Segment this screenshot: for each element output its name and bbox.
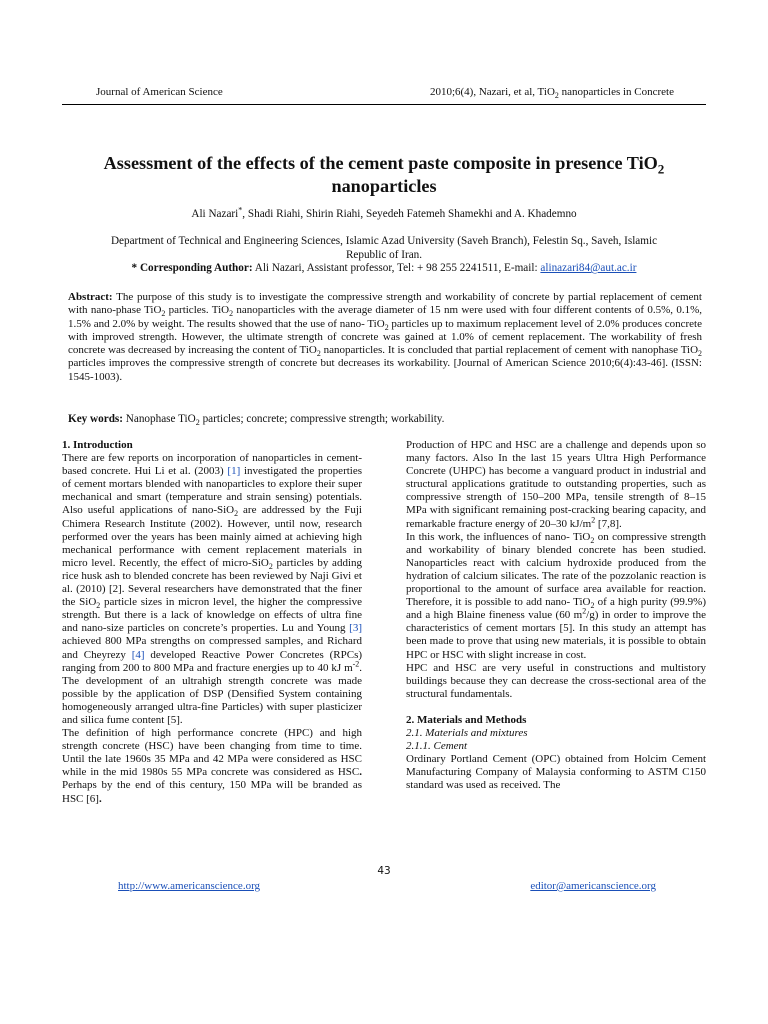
keywords: Key words: Nanophase TiO$_2$ particles; concrete; compressive strength; workability.	[68, 413, 445, 428]
paragraph: In this work, the influences of nano- TiO$_2$ on compressive strength and workability of binary blended concrete has been studied. Nanoparticles react with calcium hydroxide produced from the hydration of calcium silicates. The rate of the pozzolanic reaction is proportional to the amount of surface area available for reaction. Therefore, it is possible to add nano- TiO$_2$ of a high purity (99.9%) and a high Blaine fineness value (60 $m^2/g$) in order to improve the characteristics of cement mortars [5]. In this study an attempt has been made to prove that using new materials, it is possible to obtain HPC or HSC with slight increase in cost.	[406, 530, 706, 661]
header-citation: 2010;6(4), Nazari, et al, TiO$_2$ nanoparticles in Concrete	[429, 86, 674, 101]
section-heading-materials: 2. Materials and Methods	[406, 713, 527, 726]
paragraph: Production of HPC and HSC are a challenge and depends upon so many factors. Also In the last 15 years Ultra High Performance Concrete (UHPC) has become a vanguard product in industrial and structural applications gratitude to outstanding properties, such as compressive strength of 150–200 MPa, tensile strength of 8–15 MPa with significant remaining post-cracking bearing capacity, and remarkable fracture energy of 20–30 $kJ/m^2$ [7,8].	[406, 439, 706, 530]
website-link[interactable]: http://www.americanscience.org	[118, 880, 261, 892]
subsection-heading: 2.1. Materials and mixtures	[406, 726, 528, 739]
paper-title: Assessment of the effects of the cement paste composite in presence TiO$_2$ nanoparticles	[103, 153, 665, 196]
affiliation: Department of Technical and Engineering Sciences, Islamic Azad University (Saveh Branch), Felestin Sq., Saveh, Islamic Republic of Iran. * Corresponding Author: Ali Nazari, Assistant professor, Tel: + 98 255 2241511, E-mail: alinazari84@aut.ac.ir	[62, 235, 706, 276]
paragraph: Ordinary Portland Cement (OPC) obtained from Holcim Cement Manufacturing Company of Malaysia conforming to ASTM C150 standard was used as received. The	[406, 753, 706, 792]
header-rule	[62, 104, 706, 105]
journal-name: Journal of American Science	[96, 86, 223, 98]
running-header	[96, 86, 674, 101]
subsubsection-heading: 2.1.1. Cement	[406, 740, 468, 753]
editor-email-link[interactable]: editor@americanscience.org	[530, 880, 656, 892]
paragraph: There are few reports on incorporation of nanoparticles in cement-based concrete. Hui Li et al. (2003) [1] investigated the properties of cement mortars blended with nanoparticles to explore their super mechanical and smart (temperature and strain sensing) potentials. Also useful applications of nano-SiO$_2$ are addressed by the Fuji Chimera Research Institute (2002). However, until now, research performed over the years has been mainly aimed at achieving high mechanical performance with cement replacement materials in micro level. Recently, the effect of micro-SiO$_2$ particles by adding rice husk ash to blended concrete has been reviewed by Naji Givi et al. (2010) [2]. Several researchers have demonstrated that the finer the SiO$_2$ particle sizes in micron level, the higher the compressive strength. But there is a lack of knowledge on effects of ultra fine and nano-size particles on concrete’s properties. Lu and Young [3] achieved 800 MPa strengths on compressed samples, and Richard and Cheyrezy [4] developed Reactive Power Concretes (RPCs) ranging from 200 to 800 MPa and fracture energies up to 40 kJ $m^{-2}$. The development of an ultrahigh strength concrete was made possible by the application of DSP (Densified System containing homogeneously arranged ultra-fine Particles) with super plasticizer and silica fume content [5].	[62, 452, 363, 726]
page-number: 43	[377, 865, 391, 877]
citation-link[interactable]: [3]	[349, 622, 362, 635]
abstract: Abstract: The purpose of this study is to investigate the compressive strength and workability of concrete by partial replacement of cement with nano-phase TiO$_2$ particles. TiO$_2$ nanoparticles with the average diameter of 15 nm were used with four different contents of 0.5%, 0.1%, 1.5% and 2.0% by weight. The results showed that the use of nano- TiO$_2$ particles up to maximum replacement level of 2.0% produces concrete with improved strength. However, the ultimate strength of concrete was gained at 1.0% of cement replacement. The workability of fresh concrete was decreased by increasing the content of TiO$_2$ nanoparticles. It is concluded that partial replacement of cement with nanophase TiO$_2$ particles improves the compressive strength of concrete but decreases its workability. [Journal of American Science 2010;6(4):43-46]. (ISSN: 1545-1003).	[68, 291, 702, 383]
citation-link[interactable]: [1]	[227, 465, 241, 478]
author-email-link[interactable]: alinazari84@aut.ac.ir	[540, 262, 637, 275]
corresponding-author: * Corresponding Author: Ali Nazari, Assistant professor, Tel: + 98 255 2241511, E-mail: alinazari84@aut.ac.ir	[131, 262, 637, 275]
section-heading-introduction: 1. Introduction	[62, 439, 133, 451]
right-column	[406, 439, 706, 792]
paragraph: HPC and HSC are very useful in constructions and multistory buildings because they can decrease the cross-sectional area of the structural fundamentals.	[406, 661, 706, 700]
citation-link[interactable]: [4]	[131, 648, 145, 661]
author-list: Ali Nazari*, Shadi Riahi, Shirin Riahi, Seyedeh Fatemeh Shamekhi and A. Khademno	[191, 205, 577, 220]
page-footer	[118, 880, 656, 892]
paragraph: The definition of high performance concrete (HPC) and high strength concrete (HSC) have been changing from time to time. Until the late 1960s 35 MPa and 42 MPa were considered as HSC while in the mid 1980s 55 MPa concrete was considered as HSC. Perhaps by the end of this century, 150 MPa will be branded as HSC [6].	[62, 727, 362, 805]
left-column	[62, 439, 362, 806]
